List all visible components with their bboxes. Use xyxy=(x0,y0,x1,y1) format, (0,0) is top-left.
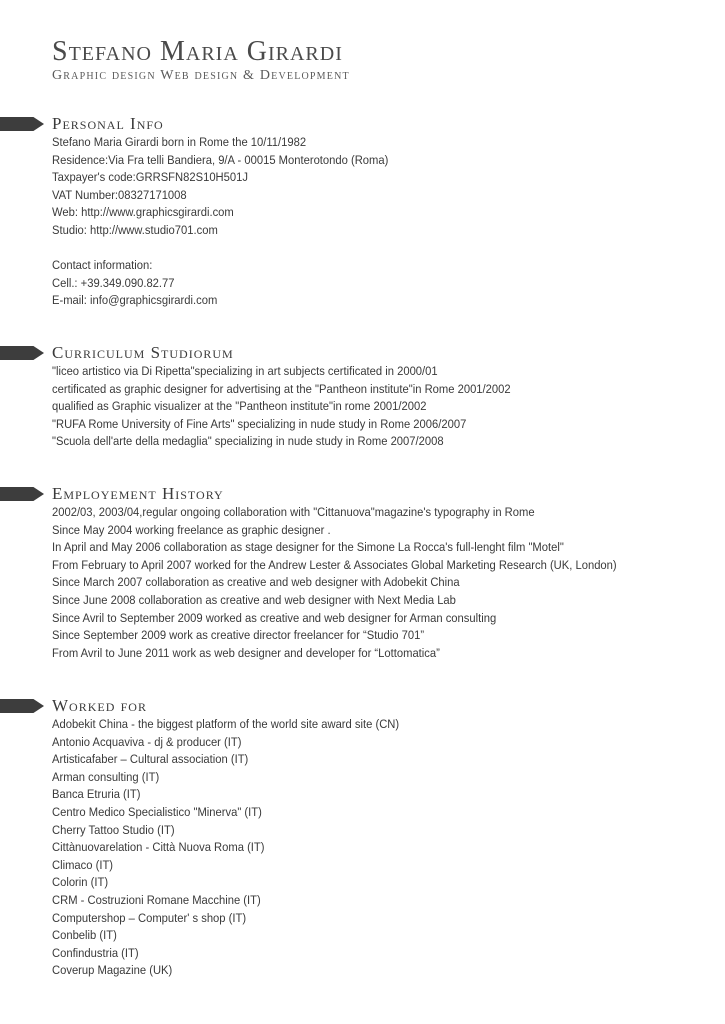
list-item: Computershop – Computer' s shop (IT) xyxy=(52,910,247,925)
header xyxy=(52,38,350,84)
list-item: certificated as graphic designer for advertising at the "Pantheon institute"in Rome 2001/2002 xyxy=(52,381,511,396)
list-item: Colorin (IT) xyxy=(52,875,109,890)
list-item: Since June 2008 collaboration as creative and web designer with Next Media Lab xyxy=(52,592,456,607)
list-item: Stefano Maria Girardi born in Rome the 10/11/1982 xyxy=(52,135,307,149)
arrow-marker-icon xyxy=(0,117,44,131)
list-item: Since March 2007 collaboration as creative and web designer with Adobekit China xyxy=(52,575,460,590)
list-item: Since Avril to September 2009 worked as creative and web designer for Arman consulting xyxy=(52,610,497,625)
section-personal-info xyxy=(0,114,725,310)
list-item: "Scuola dell'arte della medaglia" specializing in nude study in Rome 2007/2008 xyxy=(52,434,444,449)
list-item: VAT Number:08327171008 xyxy=(52,187,187,202)
list-item: Conbelib (IT) xyxy=(52,928,117,943)
list-item: Artisticafaber – Cultural association (IT) xyxy=(52,752,249,767)
clients-list xyxy=(52,716,725,980)
list-item: Centro Medico Specialistico "Minerva" (IT) xyxy=(52,804,262,819)
list-item: Banca Etruria (IT) xyxy=(52,787,141,802)
list-item: From Avril to June 2011 work as web designer and developer for “Lottomatica” xyxy=(52,645,440,660)
list-item: Arman consulting (IT) xyxy=(52,769,160,784)
page-title: Stefano Maria Girardi xyxy=(52,36,343,67)
list-item: Since May 2004 working freelance as graphic designer . xyxy=(52,522,331,537)
list-item: Cittànuovarelation - Città Nuova Roma (IT) xyxy=(52,840,265,855)
list-item: Web: http://www.graphicsgirardi.com xyxy=(52,205,234,220)
list-item: Cell.: +39.349.090.82.77 xyxy=(52,275,175,290)
list-item: qualified as Graphic visualizer at the "Pantheon institute"in rome 2001/2002 xyxy=(52,399,427,414)
arrow-marker-icon xyxy=(0,699,44,713)
page-subtitle: Graphic design Web design & Development xyxy=(52,68,350,83)
list-item: Taxpayer's code:GRRSFN82S10H501J xyxy=(52,170,248,185)
section-worked-for xyxy=(0,696,725,980)
list-item: CRM - Costruzioni Romane Macchine (IT) xyxy=(52,892,261,907)
section-title: Employement History xyxy=(52,484,224,503)
section-title: Worked for xyxy=(52,696,147,715)
section-header xyxy=(0,343,725,363)
section-curriculum xyxy=(0,343,725,451)
list-item: Studio: http://www.studio701.com xyxy=(52,222,218,237)
section-header xyxy=(0,114,725,134)
curriculum-list xyxy=(52,363,725,451)
list-item: Residence:Via Fra telli Bandiera, 9/A - 00015 Monterotondo (Roma) xyxy=(52,152,389,167)
list-item: In April and May 2006 collaboration as stage designer for the Simone La Rocca's full-lenght film "Motel" xyxy=(52,540,564,555)
list-item: Cherry Tattoo Studio (IT) xyxy=(52,822,175,837)
spacer xyxy=(52,240,671,258)
list-item: Antonio Acquaviva - dj & producer (IT) xyxy=(52,734,242,749)
section-header xyxy=(0,696,725,716)
list-item: Since September 2009 work as creative director freelancer for “Studio 701” xyxy=(52,628,425,643)
list-item: From February to April 2007 worked for the Andrew Lester & Associates Global Marketing Research (UK, London) xyxy=(52,557,617,572)
list-item: Confindustria (IT) xyxy=(52,945,139,960)
list-item: "RUFA Rome University of Fine Arts" specializing in nude study in Rome 2006/2007 xyxy=(52,416,467,431)
arrow-marker-icon xyxy=(0,346,44,360)
employment-list xyxy=(52,504,725,662)
list-item: Climaco (IT) xyxy=(52,857,114,872)
section-employment xyxy=(0,484,725,662)
list-item: Adobekit China - the biggest platform of the world site award site (CN) xyxy=(52,717,400,731)
section-title: Curriculum Studiorum xyxy=(52,343,234,362)
arrow-marker-icon xyxy=(0,487,44,501)
list-item: E-mail: info@graphicsgirardi.com xyxy=(52,293,218,308)
section-header xyxy=(0,484,725,504)
list-item: "liceo artistico via Di Ripetta"specializing in art subjects certificated in 2000/01 xyxy=(52,364,438,378)
list-item: Contact information: xyxy=(52,258,153,273)
list-item: Coverup Magazine (UK) xyxy=(52,963,173,978)
list-item: 2002/03, 2003/04,regular ongoing collaboration with "Cittanuova"magazine's typography in Rome xyxy=(52,505,535,519)
section-title: Personal Info xyxy=(52,114,164,133)
personal-info-list xyxy=(52,134,725,310)
